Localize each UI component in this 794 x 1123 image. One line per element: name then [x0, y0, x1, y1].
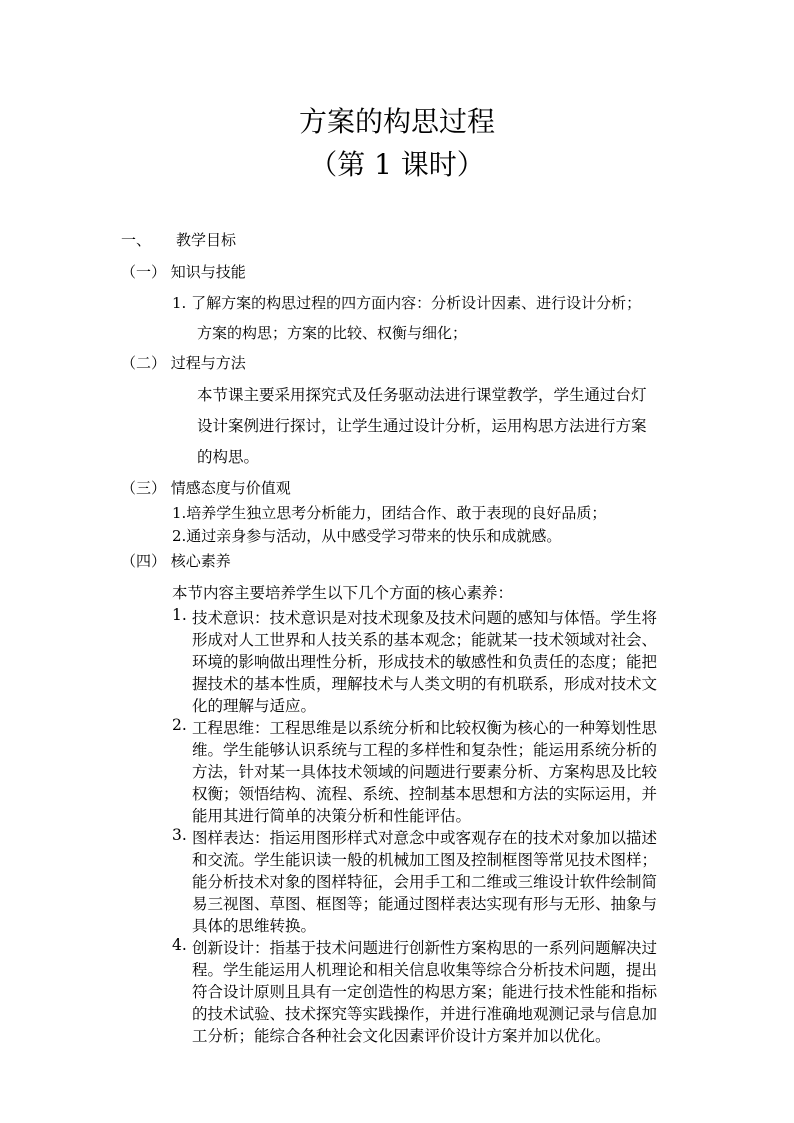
core-literacy-intro: 本节内容主要培养学生以下几个方面的核心素养： — [172, 584, 514, 602]
list-item-line: 图样表达：指运用图形样式对意念中或客观存在的技术对象加以描述 — [192, 829, 658, 847]
list-item-line: 方法，针对某一具体技术领域的问题进行要素分析、方案构思及比较 — [192, 763, 658, 781]
list-item-line: 符合设计原则且具有一定创造性的构思方案；能进行技术性能和指标 — [192, 983, 658, 1001]
document-title: 方案的构思过程 — [298, 105, 495, 138]
list-item-line: 形成对人工世界和人技关系的基本观念；能就某一技术领域对社会、 — [192, 631, 658, 649]
knowledge-item-line: 方案的构思；方案的比较、权衡与细化； — [197, 324, 468, 342]
list-item-number: 4. — [172, 936, 187, 954]
list-item-number: 2. — [172, 716, 187, 734]
list-item-line: 创新设计：指基于技术问题进行创新性方案构思的一系列问题解决过 — [192, 939, 658, 957]
section-number: 一、 — [121, 231, 152, 249]
process-paragraph-line: 设计案例进行探讨，让学生通过设计分析，运用构思方法进行方案 — [197, 417, 647, 435]
document-subtitle: （第 1 课时） — [309, 148, 485, 181]
attitude-item-line: 1.培养学生独立思考分析能力，团结合作、敢于表现的良好品质； — [172, 504, 607, 522]
list-item-line: 程。学生能运用人机理论和相关信息收集等综合分析技术问题，提出 — [192, 961, 658, 979]
list-item-line: 维。学生能够认识系统与工程的多样性和复杂性；能运用系统分析的 — [192, 741, 658, 759]
list-item-line: 易三视图、草图、框图等；能通过图样表达实现有形与无形、抽象与 — [192, 895, 658, 913]
subsection-heading-knowledge: （一） 知识与技能 — [121, 263, 246, 281]
list-item-line: 工程思维：工程思维是以系统分析和比较权衡为核心的一种筹划性思 — [192, 719, 658, 737]
list-item-line: 工分析；能综合各种社会文化因素评价设计方案并加以优化。 — [192, 1027, 611, 1045]
knowledge-item-line: 1. 了解方案的构思过程的四方面内容：分析设计因素、进行设计分析； — [172, 294, 642, 312]
subsection-heading-core-literacy: （四） 核心素养 — [121, 552, 231, 570]
list-item-line: 和交流。学生能识读一般的机械加工图及控制框图等常见技术图样； — [192, 851, 658, 869]
list-item-line: 能分析技术对象的图样特征，会用手工和二维或三维设计软件绘制简 — [192, 873, 658, 891]
list-item-line: 握技术的基本性质，理解技术与人类文明的有机联系，形成对技术文 — [192, 675, 658, 693]
list-item-line: 技术意识：技术意识是对技术现象及技术问题的感知与体悟。学生将 — [192, 609, 658, 627]
list-item-number: 3. — [172, 826, 187, 844]
subsection-heading-process: （二） 过程与方法 — [121, 354, 246, 372]
process-paragraph-line: 本节课主要采用探究式及任务驱动法进行课堂教学，学生通过台灯 — [197, 386, 647, 404]
attitude-item-line: 2.通过亲身参与活动，从中感受学习带来的快乐和成就感。 — [172, 527, 562, 545]
list-item-line: 具体的思维转换。 — [192, 917, 317, 935]
list-item-line: 权衡；领悟结构、流程、系统、控制基本思想和方法的实际运用，并 — [192, 785, 658, 803]
list-item-line: 化的理解与适应。 — [192, 697, 317, 715]
list-item-line: 能用其进行简单的决策分析和性能评估。 — [192, 807, 472, 825]
process-paragraph-line: 的构思。 — [197, 448, 260, 466]
section-heading: 教学目标 — [176, 231, 237, 249]
list-item-line: 环境的影响做出理性分析，形成技术的敏感性和负责任的态度；能把 — [192, 653, 658, 671]
list-item-line: 的技术试验、技术探究等实践操作，并进行准确地观测记录与信息加 — [192, 1005, 658, 1023]
subsection-heading-attitude: （三） 情感态度与价值观 — [121, 479, 291, 497]
list-item-number: 1. — [172, 606, 187, 624]
